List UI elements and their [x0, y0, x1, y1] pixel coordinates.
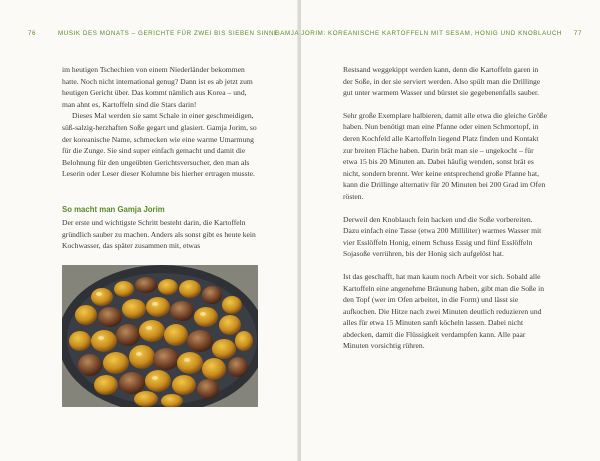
recipe-paragraph: Der erste und wichtigste Schritt besteht darin, die Kartoffeln gründlich sauber zu machen. Anders als sonst gibt es heute kein Kochwasser, das später zusammen mit, etwas	[62, 218, 256, 251]
right-paragraph-2: Sehr große Exemplare halbieren, damit alle etwa die gleiche Größe haben. Nun benötigt man eine Pfanne oder einen Schmortopf, in deren Kochfeld alle Kartoffeln liegend Platz finden und Kontakt zur breiten Fläche haben. Darin brät man sie – ungekocht – für etwa 15 bis 20 Minuten an. Dabei häufig wenden, sonst brät es nicht, sondern brennt. Wer keine entsprechend große Pfanne hat, kann die Drillinge alternativ für 20 Minuten bei 200 Grad im Ofen rösten.	[343, 110, 548, 201]
right-page	[274, 0, 600, 461]
left-running-head: MUSIK DES MONATS – GERICHTE FÜR ZWEI BIS SIEBEN SINNE	[58, 30, 279, 37]
right-paragraph-4: Ist das geschafft, hat man kaum noch Arbeit vor sich. Sobald alle Kartoffeln eine angenehme Bräunung haben, gibt man die Soße in den Topf (wer im Ofen arbeitet, in die Form) und lässt sie aufkochen. Die Hitze nach zwei Minuten deutlich reduzieren und alles für etwa 15 Minuten sanft köcheln lassen. Dabei nicht abdecken, damit die Flüssigkeit verdampfen kann. Alle paar Minuten vorsichtig rühren.	[343, 271, 545, 351]
recipe-subheading: So macht man Gamja Jorim	[62, 205, 165, 214]
potato-pan-illustration	[62, 265, 258, 407]
right-body-text	[343, 64, 548, 352]
potato-pan-photo	[62, 265, 258, 407]
right-paragraph-1: Restsand weggekippt werden kann, denn die Kartoffeln garen in der Soße, in der sie serviert werden. Also spült man die Drillinge gut unter warmem Wasser und bürstet sie gegebenenfalls sauber.	[343, 65, 541, 98]
intro-paragraph: im heutigen Tschechien von einem Niederländer bekommen hatte. Noch nicht international genug? Dann ist es ab jetzt zum heutigen Gericht über. Das kommt nämlich aus Korea – und, man ahnt es, Kartoffeln sind die Stars darin!	[62, 65, 253, 109]
left-page	[0, 0, 299, 461]
right-running-head: GAMJA JORIM: KOREANISCHE KARTOFFELN MIT SESAM, HONIG UND KNOBLAUCH	[274, 30, 562, 37]
right-page-number: 77	[573, 30, 582, 37]
left-page-number: 76	[28, 30, 37, 37]
left-body-text	[62, 64, 258, 180]
recipe-text	[62, 217, 258, 252]
second-paragraph: Dieses Mal werden sie samt Schale in einer geschmeidigen, süß-salzig-herzhaften Soße gegart und glasiert. Gamja Jorim, so der koreanische Name, schmecken wie eine warme Umarmung für die Zunge. Sie sind super einfach gemacht und damit die Belohnung für den ungeübten Gerichtsversucher, den man als Leserin oder Leser dieser Kolumne bis hierher ertragen musste.	[62, 111, 257, 179]
right-paragraph-3: Derweil den Knoblauch fein hacken und die Soße vorbereiten. Dazu einfach eine Tasse (etwa 200 Milliliter) warmes Wasser mit vier Esslöffeln Honig, einem Schuss Essig und fünf Esslöffeln Sojasoße verrühren, bis der Honig sich aufgelöst hat.	[343, 214, 542, 259]
